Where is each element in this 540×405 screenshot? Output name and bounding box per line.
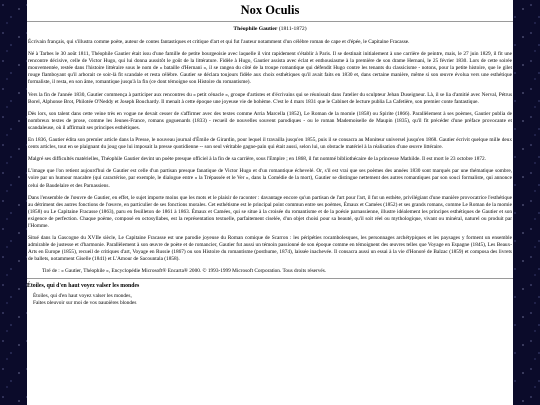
poem-heading: Étoiles, qui d'en haut voyez valser les mondes — [27, 283, 140, 290]
article — [27, 26, 513, 275]
poem-section — [27, 283, 513, 304]
paragraph-petit-cenacle: Vers la fin de l'année 1830, Gautier commença à participer aux rencontres du « petit cénacle », groupe d'artistes et d'écrivains qui se réunissait dans l'atelier du sculpteur Jehan Duseigneur. Là, il se lia d'amitié avec Nerval, Pétrus Borel, Alphonse Brot, Philotée O'Neddy et Joseph Bouchardy. Il menait à cette époque une joyeuse vie de bohème. C'est le 4 mars 1831 que le Cabinet de lecture publia La Cafetière, son premier conte fantastique. — [28, 91, 512, 105]
source-citation: Tiré de : « Gautier, Théophile », Encyclopédie Microsoft® Encarta® 2000. © 1993-1999 Microsoft Corporation. Tous droits réservés. — [42, 268, 327, 275]
title-divider — [27, 21, 513, 22]
section-divider — [27, 278, 513, 279]
paragraph-intro: Écrivain français, qui s'illustra comme poète, auteur de contes fantastiques et critique d'art et qui fut l'auteur notamment d'un célèbre roman de cape et d'épée, le Capitaine Fracasse. — [28, 39, 410, 45]
author-dates: (1811-1872) — [278, 26, 307, 32]
author-name: Théophile Gautier — [233, 26, 278, 32]
page-content — [27, 0, 513, 405]
paragraph-youth: Né à Tarbes le 30 août 1811, Théophile Gautier était issu d'une famille de petite bourgeoisie avec laquelle il vint rapidement s'établir à Paris. Il se destinait initialement à une carrière de peintre, mais, le 27 juin 1829, il fit une rencontre décisive, celle de Victor Hugo, qui lui donna aussitôt le goût de la littérature. Fidèle à Hugo, Gautier assista avec éclat et enthousiasme à la première de son drame Hernani, le 25 février 1830. Lors de cette soirée mouvementée, restée dans l'histoire littéraire sous le nom de « bataille d'Hernani », il se rangea du côté de la troupe romantique qui défendit Hugo contre les tenants du classicisme - notons, pour la petite histoire, que le gilet rouge flamboyant qu'il arborait ce soir-là fit scandale et resta célèbre. Gautier se déclara toujours fidèle aux choix esthétiques qu'il avait faits en 1830 et, dans certaine manière, même si son œuvre évolua vers une esthétique formaliste, il resta, en son âme, romantique jusqu'à la fin (ce dont témoigne son Histoire du romantisme). — [28, 51, 512, 86]
poem-line: Faites pleuvoir sur moi de vos paupières blondes — [33, 300, 137, 305]
poem-line: Étoiles, qui d'en haut voyez valser les mondes, — [33, 293, 132, 300]
site-title: Nox Oculis — [240, 3, 300, 17]
paragraph-fracasse: Situé dans la Gascogne du XVIIe siècle, Le Capitaine Fracasse est une parodie joyeuse du Roman comique de Scarron : les péripéties rocambolesques, les personnages archétypiques et les paysages y forment un ensemble admirable de justesse et d'harmonie. Parallèlement à son œuvre de poète et de romancier, Gautier fut aussi un témoin passionné de son époque comme en témoignent des œuvres telles que Voyage en Espagne (1845), Les Beaux-Arts en Europe (1855), recueil de critiques d'art, Voyage en Russie (1867) ou son Histoire du romantisme (posthume, 1874), laissée inachevée. Il consacra aussi un essai à la vie d'Honoré de Balzac (1859) et composa des livrets de ballets, notamment Giselle (1841) et L'Amour de Sacountala (1858). — [28, 235, 512, 263]
article-title — [28, 26, 512, 33]
paragraph-aesthetics: Dans l'ensemble de l'œuvre de Gautier, en effet, le sujet importe moins que les mots et le plaisir de raconter : davantage encore qu'un partisan de l'art pour l'art, il fut un esthète, privilégiant d'une manière provocatrice l'esthétique au détriment des autres fonctions de l'œuvre, en particulier de ses fonctions morales. Cet esthétisme est le principal point commun entre ses poèmes, Émaux et Camées (1852) et ses grands romans, comme Le Roman de la momie (1858) ou Le Capitaine Fracasse (1863), paru en feuilleton de 1861 à 1863. Émaux et Camées, qui se situe à la croisée du romantisme et de la poésie parnassienne, illustre idéalement les principes esthétiques de Gautier et son exigence de perfection. Chaque poème, composé en octosyllabes, est la représentation textuelle, parfaitement ciselée, d'un objet choisi pour sa beauté, qu'il soit réel ou mythologique, vivant ou minéral, naturel ou produit par l'Homme. — [28, 194, 512, 229]
paragraph-late-career: Malgré ses difficultés matérielles, Théophile Gautier devint un poète presque officiel à la fin de sa carrière, sous l'Empire ; en 1868, il fut nommé bibliothécaire de la princesse Mathilde. Il est mort le 23 octobre 1872. — [28, 156, 486, 163]
paragraph-journalism: En 1836, Gautier édita son premier article dans la Presse, le nouveau journal d'Émile de Girardin, pour lequel il travailla jusqu'en 1855, puis il se consacra au Moniteur universel jusqu'en 1868. Gautier écrivit quelque mille deux cents articles, tout en se plaignant du joug que lui imposait la presse quotidienne -- son seul véritable gagne-pain qui était aussi, selon lui, un obstacle matériel à la réalisation d'une œuvre littéraire. — [28, 137, 512, 151]
paragraph-prose-works: Dès lors, son talent dans cette veine très en vogue ne devait cesser de s'affirmer avec des textes comme Arria Marcella (1852), Le Roman de la momie (1858) ou Spirite (1866). Parallèlement à ses poèmes, Gautier publia de nombreux textes de prose, comme les Jeunes-France, romans goguenards (1833) - recueil de nouvelles souvent parodiques - ou le roman Mademoiselle de Maupin (1835), qu'il fit précéder d'une préface provocante et scandaleuse, où il affirmait ses principes esthétiques. — [28, 110, 512, 131]
paragraph-image: L'image que l'on retient aujourd'hui de Gautier est celle d'un partisan presque fanatique de Victor Hugo et d'un romantique échevelé. Or, s'il est vrai que ses poèmes des années 1830 sont marqués par une thématique sombre, voire par un humour macabre (qui caractérise, par exemple, le dialogue entre « la Trépassée et le Ver », dans la Comédie de la mort), Gautier se distingue nettement des autres romantiques par son souci formaliste, qui annonce celui de Baudelaire et des Parnassiens. — [28, 168, 512, 189]
